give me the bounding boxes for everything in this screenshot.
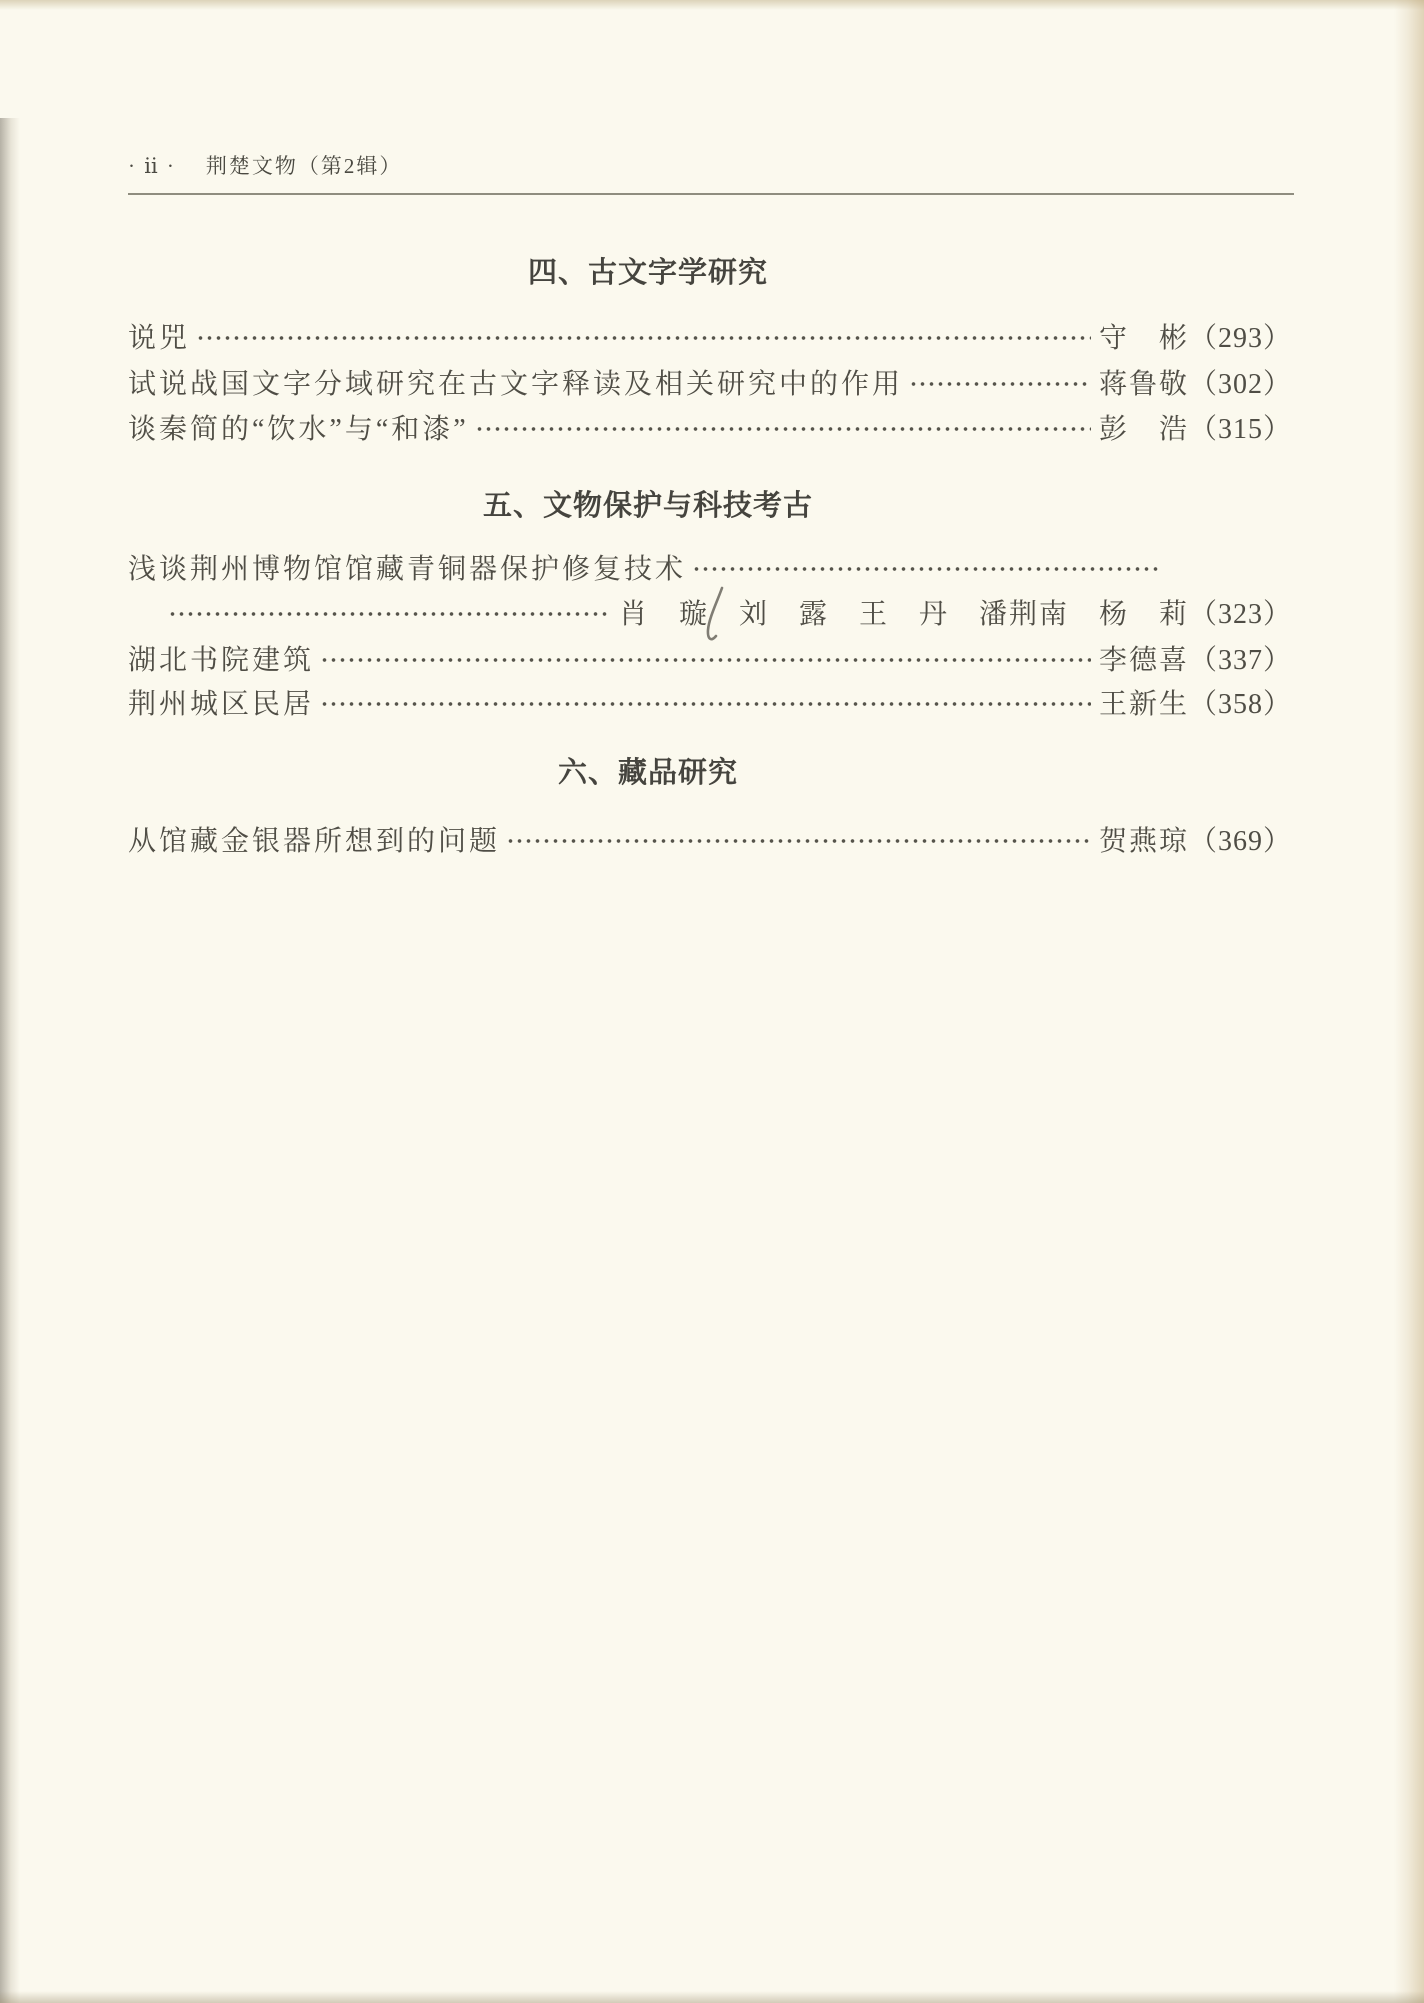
entry-page-number: （302） (1188, 369, 1292, 400)
entry-authors: 肖 璇 刘 露 王 丹 潘荆南 杨 莉 (618, 599, 1189, 630)
dot-leader (692, 567, 1158, 571)
dot-leader (168, 612, 611, 616)
entry-title: 从馆藏金银器所想到的问题 (128, 826, 501, 857)
entry-title: 湖北书院建筑 (128, 645, 315, 676)
entry-page-number: （293） (1188, 323, 1292, 354)
entry-authors: 蒋鲁敬 (1098, 369, 1189, 400)
entry-title: 谈秦简的“饮水”与“和漆” (128, 414, 469, 445)
toc-entry (128, 364, 1292, 400)
entry-page-number: （323） (1188, 599, 1292, 630)
toc-entry (128, 821, 1292, 857)
entry-author-page (1099, 407, 1292, 447)
toc-entry-first-line (128, 549, 1292, 585)
scan-edge-left (0, 118, 20, 2003)
entry-authors: 李德喜 (1098, 645, 1189, 676)
section-heading-5: 五、文物保护与科技考古 (482, 490, 813, 522)
toc-entry (128, 409, 1292, 445)
entry-author-page (1099, 316, 1292, 356)
entry-author-page (1099, 682, 1292, 722)
dot-leader (506, 839, 1091, 843)
dot-leader (475, 427, 1091, 431)
entry-author-page (1099, 362, 1292, 402)
entry-page-number: （358） (1188, 689, 1292, 720)
scan-edge-right (1394, 0, 1424, 2003)
entry-page-number: （315） (1188, 414, 1292, 445)
page-number-marker: · ⅱ · (128, 154, 176, 178)
handwritten-pen-mark (696, 584, 736, 648)
book-title: 荆楚文物（第2辑） (205, 154, 403, 178)
entry-page-number: （337） (1188, 645, 1292, 676)
table-of-contents (128, 0, 1292, 2003)
entry-authors: 彭 浩 (1098, 414, 1189, 445)
entry-title: 荆州城区民居 (128, 689, 315, 720)
dot-leader (196, 336, 1091, 340)
entry-page-number: （369） (1188, 826, 1292, 857)
entry-authors: 王新生 (1098, 689, 1189, 720)
section-heading-4: 四、古文字学研究 (527, 257, 768, 289)
dot-leader (320, 658, 1091, 662)
entry-author-page (1099, 638, 1292, 678)
entry-title: 说兕 (128, 323, 191, 354)
section-heading-6: 六、藏品研究 (557, 757, 738, 789)
toc-entry (128, 684, 1292, 720)
entry-title: 浅谈荆州博物馆馆藏青铜器保护修复技术 (128, 554, 687, 585)
entry-author-page (1099, 819, 1292, 859)
dot-leader (909, 382, 1091, 386)
entry-title: 试说战国文字分域研究在古文字释读及相关研究中的作用 (128, 369, 904, 400)
entry-authors: 贺燕琼 (1098, 826, 1189, 857)
toc-entry (128, 318, 1292, 354)
dot-leader (320, 702, 1091, 706)
entry-authors: 守 彬 (1098, 323, 1189, 354)
